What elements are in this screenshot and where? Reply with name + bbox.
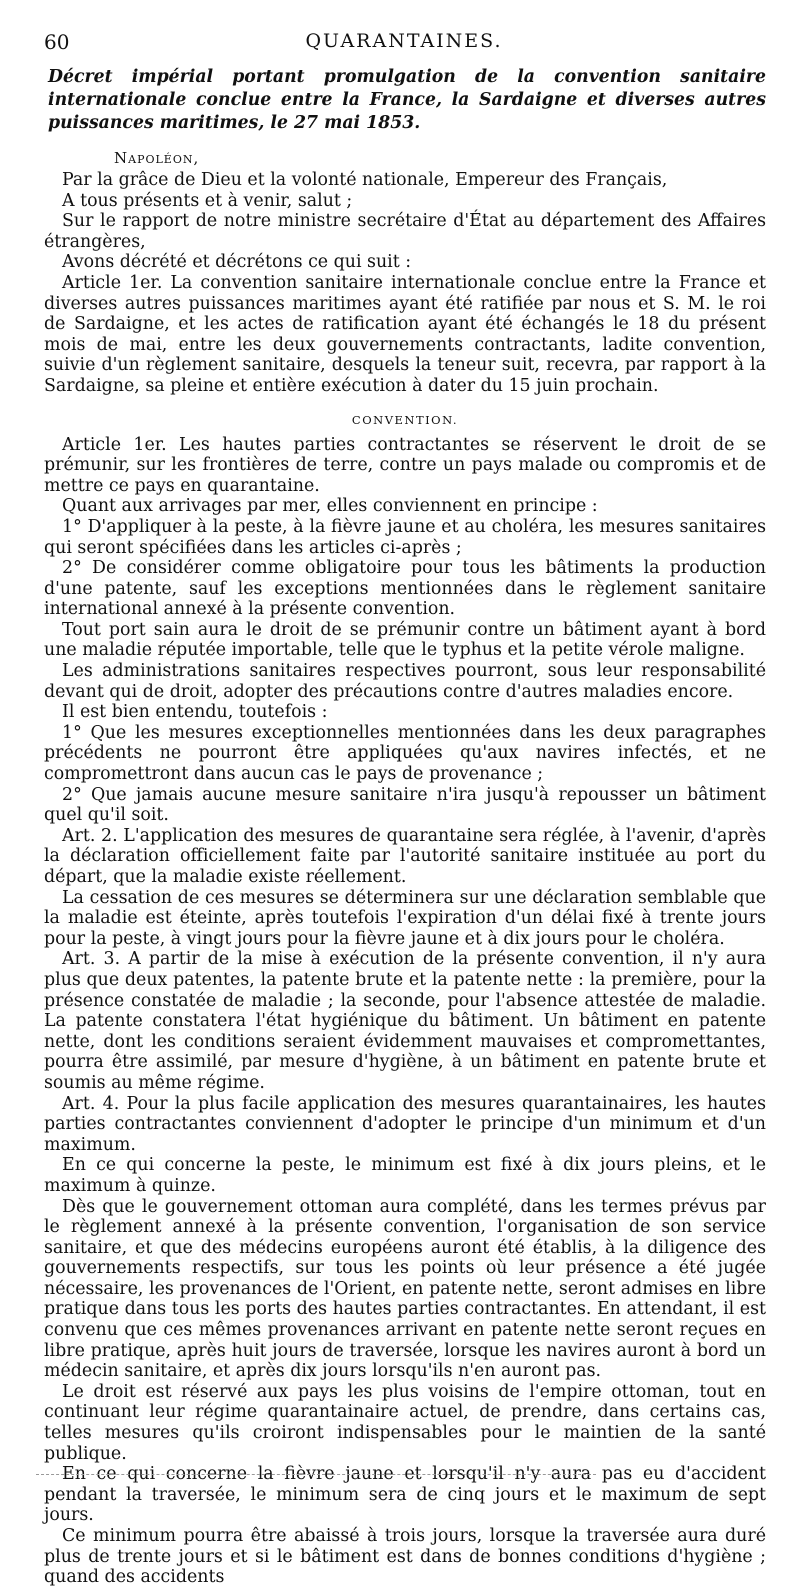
convention-paragraph: La cessation de ces mesures se déterminera sur une déclaration semblable que la maladie est éteinte, après toutefois l'expiration d'un délai fixé à trente jours pour la peste, à vingt jours pour la fièvre jaune et à dix jours pour le choléra. — [44, 887, 766, 949]
convention-paragraph: Ce minimum pourra être abaissé à trois jours, lorsque la traversée aura duré plus de trente jours et si le bâtiment est dans de bonnes conditions d'hygiène ; quand des accidents — [44, 1526, 766, 1588]
convention-paragraph: En ce qui concerne la peste, le minimum est fixé à dix jours pleins, et le maximum à quinze. — [44, 1155, 766, 1196]
convention-paragraph: 1° D'appliquer à la peste, à la fièvre jaune et au choléra, les mesures sanitaires qui seront spécifiées dans les articles ci-après ; — [44, 516, 766, 558]
convention-paragraph: Art. 4. Pour la plus facile application des mesures quarantainaires, les hautes parties contractantes conviennent d'adopter le principe d'un minimum et d'un maximum. — [44, 1093, 766, 1155]
convention-paragraph: Dès que le gouvernement ottoman aura complété, dans les termes prévus par le règlement annexé à la présente convention, l'organisation de son service sanitaire, et que des médecins européens auront été établis, à la diligence des gouvernements respectifs, sur tous les points où leur présence a été jugée nécessaire, les provenances de l'Orient, en patente nette, seront admises en libre pratique dans tous les ports des hautes parties contractantes. En attendant, il est convenu que ces mêmes provenances arrivant en patente nette seront reçues en libre pratique, après huit jours de traversée, lorsque les navires auront à bord un médecin sanitaire, et après dix jours lorsqu'ils n'en auront pas. — [44, 1196, 766, 1382]
convention-paragraph: 1° Que les mesures exceptionnelles mentionnées dans les deux paragraphes précédents ne pourront être appliquées qu'aux navires infectés, et ne compromettront dans aucun cas le pays de provenance ; — [44, 722, 766, 785]
page-number: 60 — [44, 30, 70, 54]
convention-paragraph: Quant aux arrivages par mer, elles conviennent en principe : — [62, 496, 598, 517]
preamble-line: Avons décrété et décrétons ce qui suit : — [62, 252, 412, 273]
convention-paragraph: Il est bien entendu, toutefois : — [62, 702, 328, 723]
decree-article-1: Article 1er. La convention sanitaire internationale conclue entre la France et diverses autres puissances maritimes ayant été ratifiée par nous et S. M. le roi de Sardaigne, et les actes de ratification ayant été échangés le 18 du présent mois de mai, entre les deux gouvernements contractants, ladite convention, suivie d'un règlement sanitaire, desquels la teneur suit, recevra, par rapport à la Sardaigne, sa pleine et entière exécution à dater du 15 juin prochain. — [44, 272, 766, 396]
convention-paragraph: Art. 2. L'application des mesures de quarantaine sera réglée, à l'avenir, d'après la déclaration officiellement faite par l'autorité sanitaire instituée au port du départ, que la maladie existe réellement. — [44, 825, 766, 887]
convention-paragraph: 2° De considérer comme obligatoire pour tous les bâtiments la production d'une patente, sauf les exceptions mentionnées dans le règlement sanitaire international annexé à la présente convention. — [44, 558, 766, 620]
running-head: QUARANTAINES. — [305, 30, 503, 52]
convention-paragraph: Article 1er. Les hautes parties contractantes se réservent le droit de se prémunir, sur les frontières de terre, contre un pays malade ou compromis et de mettre ce pays en quarantaine. — [44, 434, 766, 496]
convention-heading: CONVENTION. — [351, 412, 459, 427]
preamble-line: Par la grâce de Dieu et la volonté nationale, Empereur des Français, — [62, 170, 668, 190]
convention-paragraph: Art. 3. A partir de la mise à exécution de la présente convention, il n'y aura plus que deux patentes, la patente brute et la patente nette : la première, pour la présence constatée de maladie ; la seconde, pour l'absence attestée de maladie. La patente constatera l'état hygiénique du bâtiment. Un bâtiment en patente nette, dont les conditions seraient évidemment mauvaises et compromettantes, pourra être assimilé, par mesure d'hygiène, à un bâtiment en patente brute et soumis au même régime. — [44, 949, 766, 1093]
convention-paragraph: 2° Que jamais aucune mesure sanitaire n'ira jusqu'à repousser un bâtiment quel qu'il soit. — [44, 784, 766, 826]
page-header — [44, 30, 764, 56]
convention-paragraph: Le droit est réservé aux pays les plus voisins de l'empire ottoman, tout en continuant leur régime quarantainaire actuel, de prendre, dans certains cas, telles mesures qu'ils croiront indispensables pour le maintien de la santé publique. — [44, 1381, 766, 1464]
preamble-line: A tous présents et à venir, salut ; — [62, 190, 353, 211]
decree-title: Décret impérial portant promulgation de la convention sanitaire internationale conclue entre la France, la Sardaigne et diverses autres puissances maritimes, le 27 mai 1853. — [48, 67, 766, 133]
convention-paragraph: Tout port sain aura le droit de se prémunir contre un bâtiment ayant à bord une maladie réputée importable, telle que le typhus et la petite vérole maligne. — [44, 619, 766, 661]
emperor-name: Napoléon, — [114, 149, 200, 167]
footer-divider — [36, 1474, 596, 1475]
page-body — [44, 66, 766, 1588]
convention-paragraph: Les administrations sanitaires respectives pourront, sous leur responsabilité devant qui de droit, adopter des précautions contre d'autres maladies encore. — [44, 661, 766, 702]
convention-paragraph: En ce qui concerne la fièvre jaune et lorsqu'il n'y aura pas eu d'accident pendant la traversée, le minimum sera de cinq jours et le maximum de sept jours. — [44, 1464, 766, 1526]
preamble-line: Sur le rapport de notre ministre secrétaire d'État au département des Affaires étrangères, — [44, 211, 766, 252]
